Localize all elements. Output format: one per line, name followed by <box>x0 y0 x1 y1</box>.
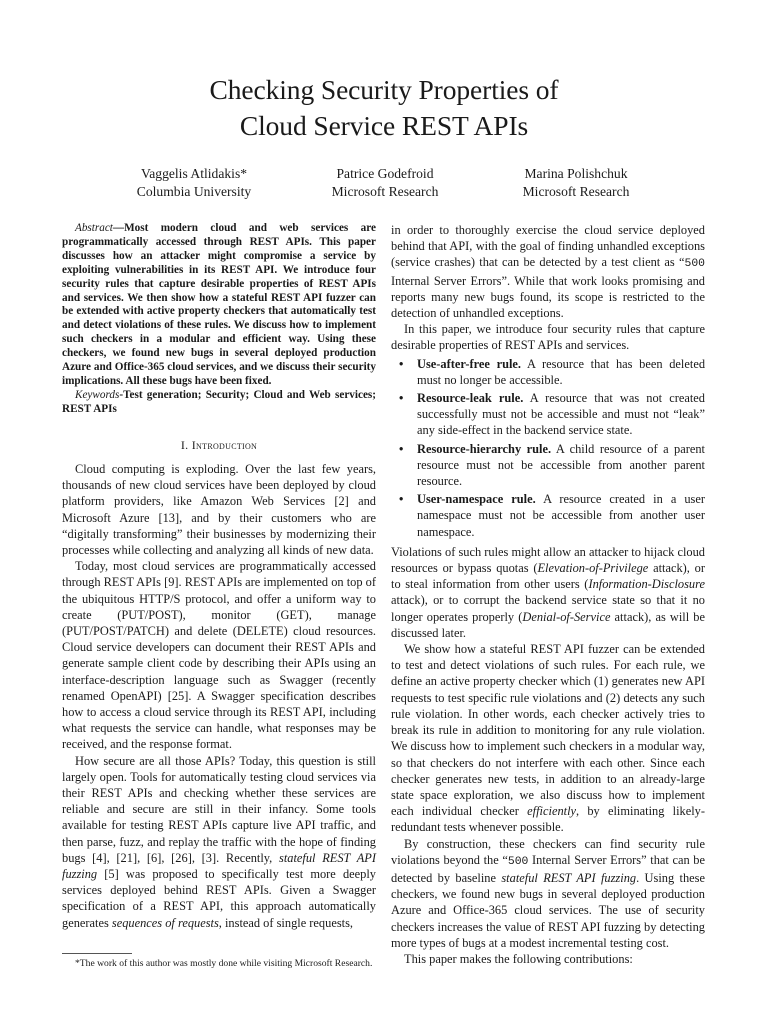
author-1 <box>94 165 294 201</box>
intro-paragraph-2: Today, most cloud services are programmatically accessed through REST APIs [9]. REST APIs are implemented on top of the ubiquitous HTTP/S protocol, and offer a uniform way to create (PUT/POST), monitor (GET), manage (PUT/POST/PATCH) and delete (DELETE) cloud resources. Cloud service developers can document their REST APIs and generate sample client code by describing their APIs using an interface-description language such as Swagger (recently renamed OpenAPI) [25]. A Swagger specification describes how to access a cloud service through its REST API, including what requests the service can handle, what responses may be received, and the response format. <box>62 559 376 752</box>
rule-item-resource-hierarchy <box>399 441 705 490</box>
intro-paragraph-3 <box>62 753 376 931</box>
title-line-1: Checking Security Properties of <box>209 74 559 105</box>
emphasis: Elevation-of-Privilege <box>537 561 649 576</box>
rule-item-user-namespace <box>399 491 705 540</box>
author-affiliation: Microsoft Research <box>331 184 439 199</box>
bullet-icon: • <box>399 441 404 456</box>
text-run: attack), or to corrupt the backend service state so that it no longer operates properly ( <box>391 593 705 624</box>
emphasis: stateful REST API fuzzing <box>62 850 376 881</box>
author-name: Patrice Godefroid <box>336 166 434 181</box>
right-column <box>391 222 705 967</box>
text-run: in order to thoroughly exercise the cloud service deployed behind that API, with the goal of finding unhandled exceptions (service crashes) that can be detected by a test client as “ <box>391 223 705 270</box>
violations-paragraph <box>391 544 705 641</box>
paper-title <box>0 72 768 144</box>
checkers-paragraph <box>391 641 705 835</box>
text-run: By construction, these checkers can find security rule violations beyond the “ <box>391 836 705 867</box>
intro-paragraph-1: Cloud computing is exploding. Over the last few years, thousands of new cloud services have been deployed by cloud platform providers, like Amazon Web Services [2] and Microsoft Azure [13], and by their customers who are “digitally transforming” their businesses by modernizing their processes while collecting and analyzing all kinds of new data. <box>62 461 376 557</box>
contributions-paragraph: This paper makes the following contributions: <box>404 951 633 966</box>
rule-text: A resource created in a user namespace must not be accessible from another user namespace. <box>417 492 705 539</box>
author-name: Vaggelis Atlidakis* <box>140 166 248 181</box>
rule-term: Resource-leak rule. <box>417 391 524 406</box>
section-heading-introduction <box>62 437 376 453</box>
keywords-lead: Keywords <box>75 388 120 401</box>
code-500: 500 <box>507 855 529 868</box>
footnote-divider <box>62 953 132 954</box>
rule-text: A resource that was not created successfully must not be accessible and must not “leak” any side-effect in the backend service state. <box>417 391 705 438</box>
text-run: . Using these checkers, we found new bugs in several deployed production Azure and Office-365 cloud services. The use of security checkers increases the value of REST API fuzzing by detecting more types of bugs at a modest incremental testing cost. <box>391 870 705 950</box>
emphasis: sequences of requests <box>111 915 219 930</box>
abstract <box>62 222 376 389</box>
emphasis: Information-Disclosure <box>588 577 705 592</box>
author-name: Marina Polishchuk <box>524 166 628 181</box>
author-affiliation: Microsoft Research <box>522 184 630 199</box>
text-run: Violations of such rules might allow an attacker to hijack cloud resources or bypass quotas ( <box>391 544 705 576</box>
author-affiliation: Columbia University <box>136 184 252 199</box>
text-run: [5] was proposed to specifically test more deeply services deployed behind REST APIs. Given a Swagger specification of a REST API, this approach automatically generates <box>62 866 376 930</box>
section-title: Introduction <box>191 437 258 452</box>
text-run: How secure are all those APIs? Today, this question is still largely open. Tools for automatically testing cloud services via their REST APIs and checking whether these services are reliable and secure are still in their infancy. Some tools available for testing REST APIs capture live API traffic, and then parse, fuzz, and replay the traffic with the hope of finding bugs [4], [21], [6], [26], [3]. Recently, <box>62 753 376 865</box>
author-3 <box>476 165 676 201</box>
text-run: , instead of single requests, <box>218 915 354 930</box>
rule-text: A child resource of a parent resource must not be accessible from another parent resource. <box>417 441 705 489</box>
section-number: I. <box>180 437 189 452</box>
emphasis: stateful REST API fuzzing <box>501 870 637 885</box>
footnote: *The work of this author was mostly done while visiting Microsoft Research. <box>75 957 373 969</box>
author-2 <box>285 165 485 201</box>
keywords <box>62 389 376 417</box>
bullet-icon: • <box>399 356 404 371</box>
rule-term: Use-after-free rule. <box>417 356 522 371</box>
bullet-icon: • <box>399 391 404 406</box>
rule-term: Resource-hierarchy rule. <box>417 441 552 456</box>
text-run: We show how a stateful REST API fuzzer can be extended to test and detect violations of such rules. For each rule, we define an active property checker which (1) generates new API requests to test specific rule violations and (2) detects any such rule violation. In other words, each checker actively tries to break its rule in addition to monitoring for any rule violation. We discuss how to implement such checkers in a modular way, so that checkers do not interfere with each other. Since each checker generates new tests, in addition to an already-large state space exploration, we also discuss how to implement each individual checker <box>391 642 705 819</box>
rule-term: User-namespace rule. <box>417 492 536 507</box>
construction-paragraph <box>391 836 705 951</box>
text-run: Internal Server Errors” that can be detected by baseline <box>391 852 705 885</box>
keywords-text: -Test generation; Security; Cloud and Web services; REST APIs <box>62 388 376 415</box>
text-run: , by eliminating likely-redundant tests whenever possible. <box>391 804 706 835</box>
text-run: Internal Server Errors”. While that work looks promising and reports many new bugs found, its scope is restricted to the detection of unhandled exceptions. <box>391 273 705 321</box>
abstract-lead: Abstract <box>75 222 113 234</box>
title-line-2: Cloud Service REST APIs <box>239 110 529 141</box>
intro-paragraph-continued <box>391 222 705 321</box>
security-rules-list <box>391 356 705 540</box>
rule-item-resource-leak <box>399 390 705 439</box>
rule-item-use-after-free <box>399 356 706 388</box>
text-run: attack), or to steal information from other users ( <box>391 561 705 592</box>
rule-text: A resource that has been deleted must no longer be accessible. <box>417 356 706 387</box>
code-500: 500 <box>684 258 705 271</box>
emphasis: Denial-of-Service <box>522 609 611 624</box>
left-column <box>62 222 376 969</box>
bullet-icon: • <box>399 492 404 507</box>
intro-paragraph-rules-lead: In this paper, we introduce four security rules that capture desirable properties of REST APIs and services. <box>391 322 705 353</box>
abstract-text: —Most modern cloud and web services are programmatically accessed through REST APIs. This paper discusses how an attacker might compromise a service by exploiting vulnerabilities in its REST API. We introduce four security rules that capture desirable properties of REST APIs and services. We then show how a stateful REST API fuzzer can be extended with active property checkers that automatically test and detect violations of these rules. We discuss how to implement such checkers in a modular and efficient way. Using these checkers, we found new bugs in several deployed production Azure and Office-365 cloud services, and we discuss their security implications. All these bugs have been fixed. <box>62 222 376 387</box>
emphasis: efficiently <box>527 804 577 819</box>
text-run: attack), as will be discussed later. <box>391 609 705 640</box>
